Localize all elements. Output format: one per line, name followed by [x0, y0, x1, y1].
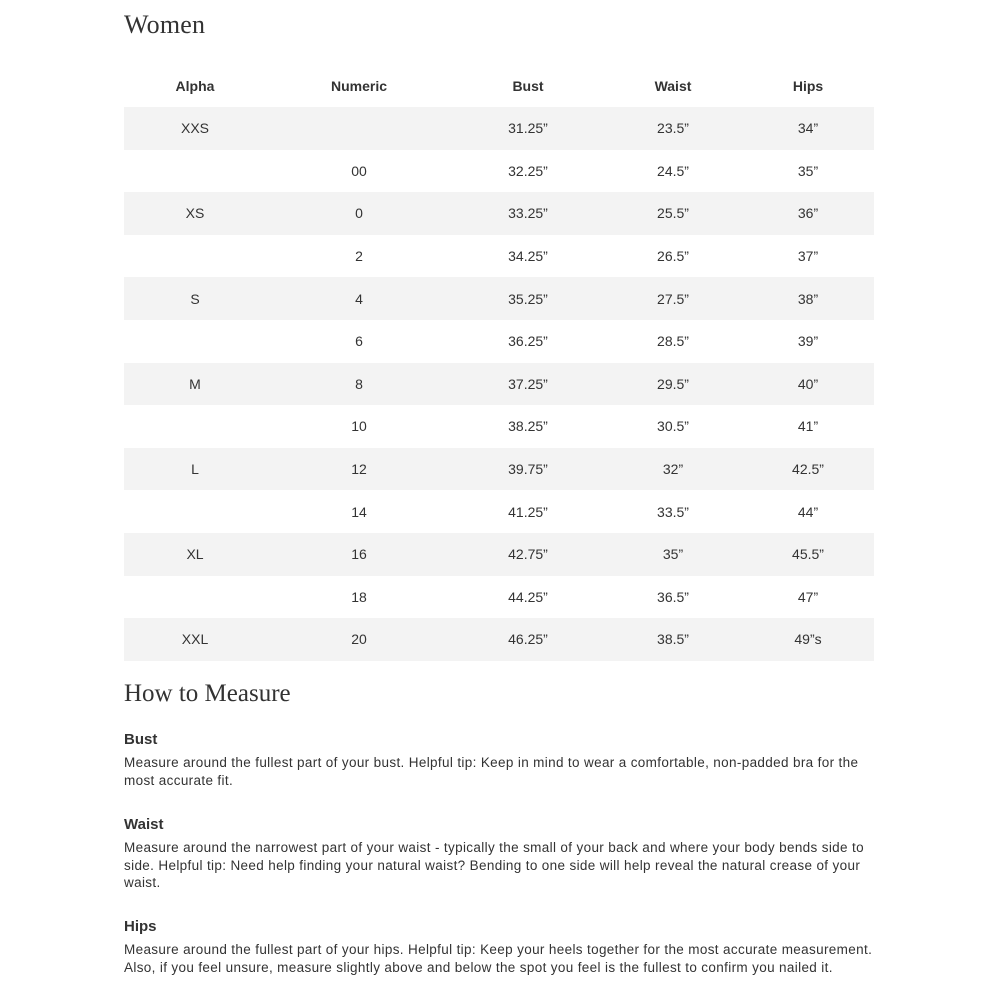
cell-numeric: 20 — [266, 618, 452, 661]
cell-hips: 37” — [797, 248, 819, 265]
women-section-title: Women — [124, 10, 206, 39]
cell-bust: 42.75” — [452, 533, 604, 576]
cell-alpha: XS — [124, 192, 266, 235]
cell-waist: 35” — [604, 533, 742, 576]
cell-numeric — [266, 107, 452, 150]
cell-hips: 39” — [797, 333, 819, 350]
cell-alpha: XXS — [124, 107, 266, 150]
cell-numeric: 0 — [266, 192, 452, 235]
cell-bust: 31.25” — [452, 107, 604, 150]
cell-alpha — [124, 576, 266, 619]
cell-bust: 38.25” — [508, 418, 548, 435]
cell-bust: 37.25” — [452, 363, 604, 406]
cell-waist: 30.5” — [657, 418, 689, 435]
table-row — [124, 277, 874, 320]
cell-alpha — [124, 320, 266, 363]
cell-waist: 29.5” — [604, 363, 742, 406]
cell-hips: 49”s — [742, 618, 874, 661]
cell-numeric: 12 — [266, 448, 452, 491]
how-to-measure-title: How to Measure — [124, 680, 291, 707]
cell-alpha: S — [124, 277, 266, 320]
cell-numeric: 8 — [266, 363, 452, 406]
cell-waist: 27.5” — [604, 277, 742, 320]
cell-bust: 36.25” — [508, 333, 548, 350]
table-row — [124, 320, 874, 363]
cell-waist: 23.5” — [604, 107, 742, 150]
waist-heading: Waist — [124, 816, 164, 833]
cell-alpha: M — [124, 363, 266, 406]
cell-numeric: 4 — [266, 277, 452, 320]
cell-waist: 36.5” — [657, 588, 689, 605]
cell-hips: 35” — [797, 162, 819, 179]
cell-hips: 40” — [742, 363, 874, 406]
cell-bust: 33.25” — [452, 192, 604, 235]
cell-numeric: 10 — [351, 418, 367, 435]
cell-bust: 39.75” — [452, 448, 604, 491]
table-row — [124, 448, 874, 491]
waist-instructions — [124, 816, 884, 892]
cell-hips: 42.5” — [742, 448, 874, 491]
cell-waist: 24.5” — [657, 162, 689, 179]
cell-alpha — [124, 405, 266, 448]
cell-alpha — [124, 150, 266, 193]
cell-bust: 32.25” — [508, 162, 548, 179]
hips-text: Measure around the fullest part of your hips. Helpful tip: Keep your heels together for the most accurate measurement. Also, if you feel unsure, measure slightly above and below the spot you feel is the fullest to confirm you nailed it. — [124, 942, 873, 975]
header-alpha: Alpha — [175, 77, 215, 94]
cell-alpha: XXL — [124, 618, 266, 661]
table-row — [124, 618, 874, 661]
cell-hips: 44” — [797, 503, 819, 520]
cell-waist: 28.5” — [657, 333, 689, 350]
cell-waist: 33.5” — [657, 503, 689, 520]
cell-alpha — [124, 235, 266, 278]
table-row — [124, 490, 874, 533]
cell-hips: 38” — [742, 277, 874, 320]
cell-bust: 34.25” — [508, 248, 548, 265]
cell-bust: 46.25” — [452, 618, 604, 661]
bust-text: Measure around the fullest part of your bust. Helpful tip: Keep in mind to wear a comfortable, non-padded bra for the most accurate fit. — [124, 755, 859, 788]
hips-instructions — [124, 918, 884, 976]
cell-alpha — [124, 490, 266, 533]
header-hips: Hips — [792, 77, 824, 94]
header-numeric: Numeric — [330, 77, 388, 94]
women-size-table — [124, 64, 874, 661]
cell-alpha: L — [124, 448, 266, 491]
cell-numeric: 16 — [266, 533, 452, 576]
hips-heading: Hips — [124, 918, 157, 935]
waist-text: Measure around the narrowest part of your waist - typically the small of your back and where your body bends side to side. Helpful tip: Need help finding your natural waist? Bending to one side will help reveal the natural crease of your waist. — [124, 840, 864, 890]
table-row — [124, 576, 874, 619]
cell-hips: 36” — [742, 192, 874, 235]
bust-instructions — [124, 731, 884, 789]
table-header-row — [124, 64, 874, 107]
table-row — [124, 107, 874, 150]
cell-waist: 26.5” — [657, 248, 689, 265]
cell-hips: 34” — [742, 107, 874, 150]
cell-numeric: 6 — [355, 333, 363, 350]
table-row — [124, 150, 874, 193]
cell-bust: 35.25” — [452, 277, 604, 320]
cell-bust: 44.25” — [508, 588, 548, 605]
cell-alpha: XL — [124, 533, 266, 576]
table-row — [124, 363, 874, 406]
header-waist: Waist — [654, 77, 692, 94]
header-bust: Bust — [512, 77, 544, 94]
bust-heading: Bust — [124, 731, 158, 748]
cell-numeric: 14 — [351, 503, 367, 520]
cell-numeric: 2 — [355, 248, 363, 265]
cell-numeric: 18 — [351, 588, 367, 605]
cell-bust: 41.25” — [508, 503, 548, 520]
cell-waist: 25.5” — [604, 192, 742, 235]
table-row — [124, 192, 874, 235]
table-row — [124, 533, 874, 576]
table-row — [124, 405, 874, 448]
cell-numeric: 00 — [351, 162, 367, 179]
cell-hips: 41” — [797, 418, 819, 435]
table-row — [124, 235, 874, 278]
cell-hips: 47” — [797, 588, 819, 605]
cell-hips: 45.5” — [742, 533, 874, 576]
cell-waist: 32” — [604, 448, 742, 491]
cell-waist: 38.5” — [604, 618, 742, 661]
